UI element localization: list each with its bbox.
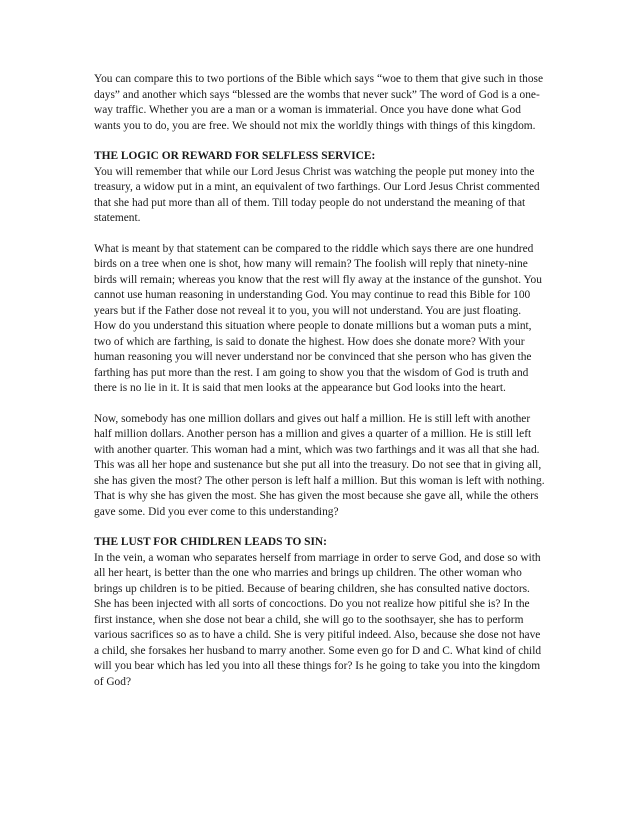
paragraph-woe-and-blessed: You can compare this to two portions of the Bible which says “woe to them that give such in those days” and another which says “blessed are the wombs that never suck” The word of God is a one-way traffic. Whether you are a man or a woman is immaterial. Once you have done what God wants you to do, you are free. We should not mix the worldly things with things of this kingdom. <box>94 73 544 132</box>
paragraph-birds-riddle: What is meant by that statement can be compared to the riddle which says there are one hundred birds on a tree when one is shot, how many will remain? The foolish will reply that ninety-nine birds will remain; whereas you know that the rest will fly away at the instance of the gunshot. You cannot use human reasoning in understanding God. You may continue to read this Bible for 100 years but if the Father dose not reveal it to you, you will not understand. You are just floating. How do you understand this situation where people to donate millions but a woman puts a mint, two of which are farthing, is said to donate the highest. How does she donate more? With your human reasoning you will never understand nor be convinced that she person who has given the farthing has put more than the rest. I am going to show you that the wisdom of God is truth and there is no lie in it. It is said that men looks at the appearance but God looks into the heart. <box>94 242 542 394</box>
paragraph-million-dollars: Now, somebody has one million dollars and gives out half a million. He is still left with another half million dollars. Another person has a million and gives a quarter of a million. He is still left with another quarter. This woman had a mint, which was two farthings and it was all that she had. This was all her hope and sustenance but she put all into the treasury. Do not see that in giving all, she has given the most? The other person is left half a million. But this woman is left with nothing. That is why she has given the most. She has given the most because she gave all, while the others gave some. Did you ever come to this understanding? <box>94 412 545 518</box>
heading-selfless-service: THE LOGIC OR REWARD FOR SELFLESS SERVICE: <box>94 150 376 162</box>
paragraph-widow-mint: You will remember that while our Lord Jesus Christ was watching the people put money into the treasury, a widow put in a mint, an equivalent of two farthings. Our Lord Jesus Christ commented that she had put more than all of them. Till today people do not understand the meaning of that statement. <box>94 165 540 224</box>
heading-lust-for-children: THE LUST FOR CHIDLREN LEADS TO SIN: <box>94 536 327 548</box>
document-body <box>94 72 546 705</box>
paragraph-marriage-and-children: In the vein, a woman who separates herself from marriage in order to serve God, and dose so with all her heart, is better than the one who marries and brings up children. The other woman who brings up children is to be pitied. Because of bearing children, she has consulted native doctors. She has been injected with all sorts of concoctions. Do you not realize how pitiful she is? In the first instance, when she dose not bear a child, she will go to the soothsayer, she has to perform various sacrifices so as to have a child. She is very pitiful indeed. Also, because she dose not have a child, she forsakes her husband to marry another. Some even go for D and C. What kind of child will you bear which has led you into all these things for? Is he going to take you into the kingdom of God? <box>94 551 542 688</box>
